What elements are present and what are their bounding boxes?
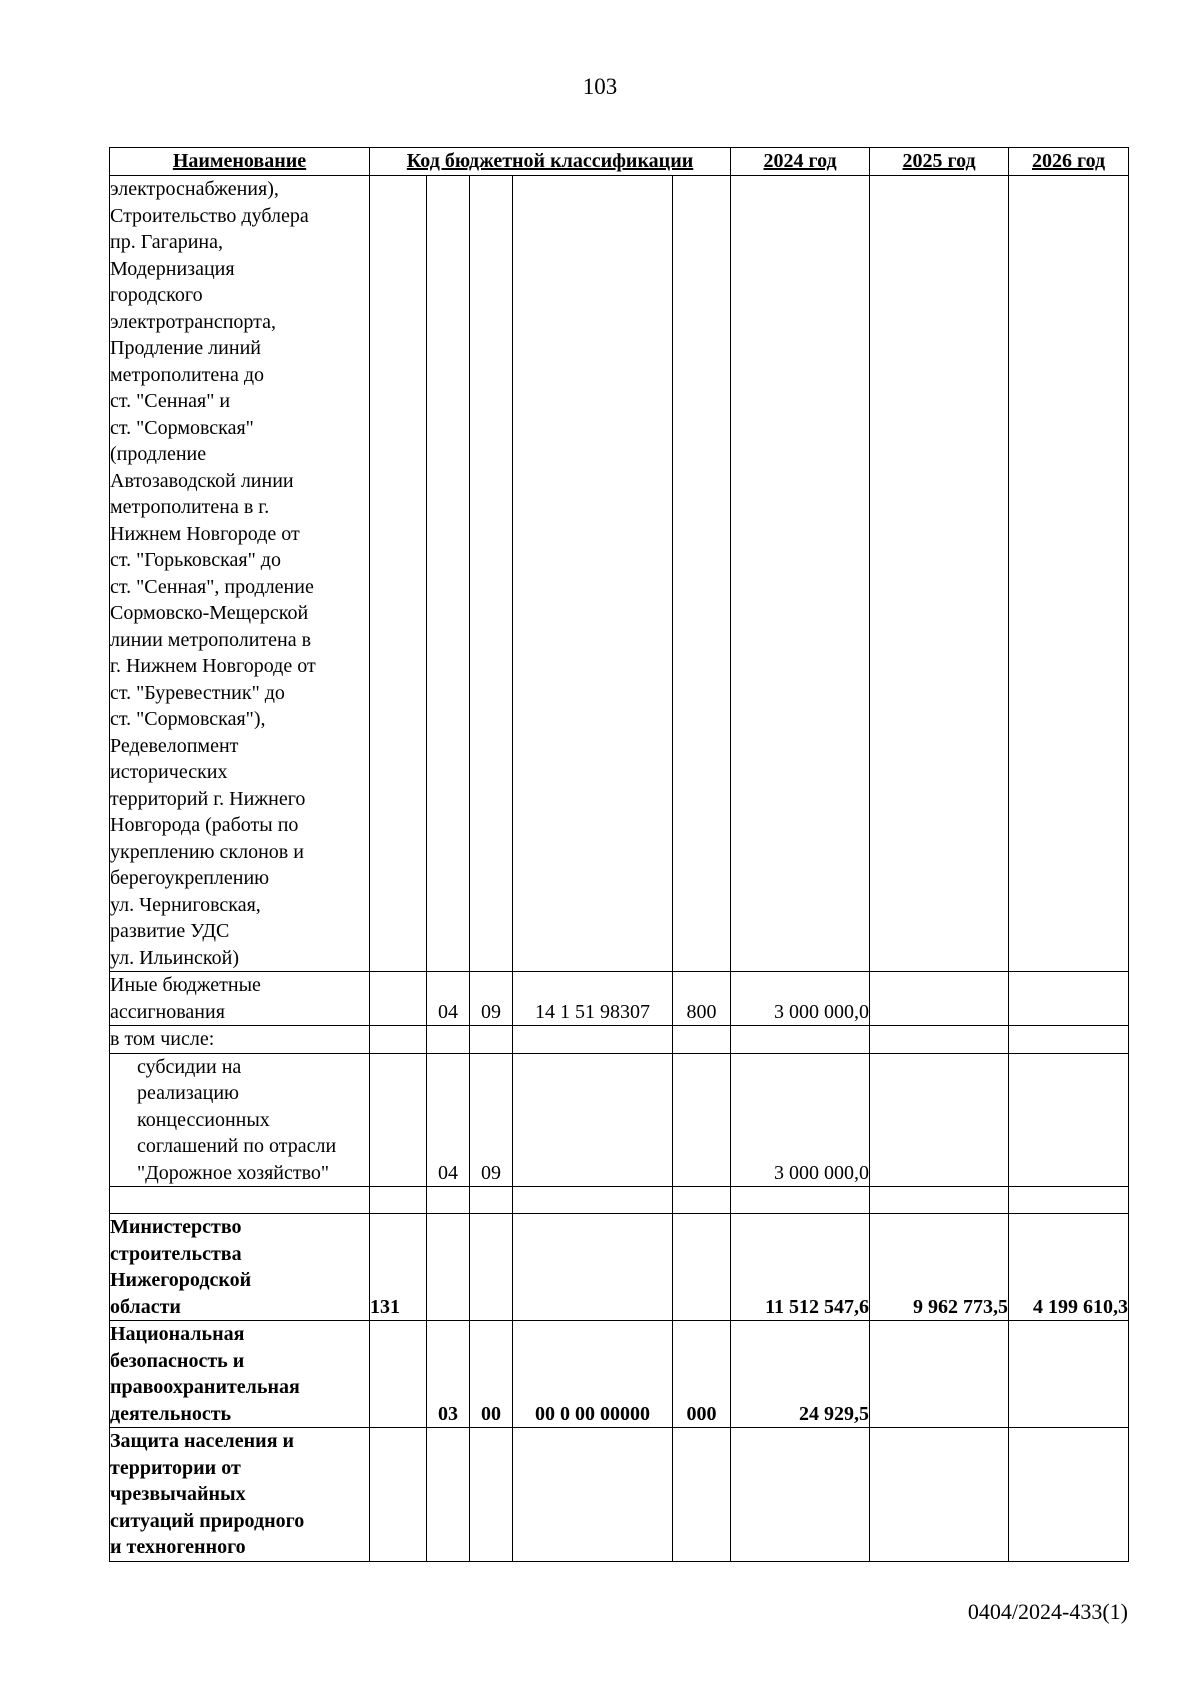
table-row	[110, 176, 1129, 972]
cell-expense	[673, 1428, 731, 1562]
cell-ministry	[370, 1187, 427, 1214]
cell-section	[427, 176, 470, 972]
cell-expense	[673, 176, 731, 972]
cell-2024: 24 929,5	[731, 1321, 870, 1428]
cell-subsection	[470, 1214, 513, 1321]
cell-subsection	[470, 1187, 513, 1214]
cell-ministry	[370, 1026, 427, 1054]
cell-expense	[673, 1214, 731, 1321]
cell-2025	[870, 1187, 1009, 1214]
cell-2024: 3 000 000,0	[731, 1053, 870, 1187]
row-name: в том числе:	[110, 1026, 370, 1054]
cell-2024	[731, 1187, 870, 1214]
row-name: Национальная безопасность и правоохранительная деятельность	[110, 1321, 370, 1428]
cell-2024	[731, 1026, 870, 1054]
cell-target	[513, 1026, 673, 1054]
cell-ministry	[370, 176, 427, 972]
budget-table	[109, 147, 1129, 1562]
cell-section	[427, 1428, 470, 1562]
header-2025: 2025 год	[870, 148, 1009, 176]
cell-expense	[673, 1053, 731, 1187]
table-row	[110, 972, 1129, 1026]
cell-2025	[870, 1053, 1009, 1187]
cell-2026	[1009, 1428, 1129, 1562]
header-name: Наименование	[110, 148, 370, 176]
cell-2026	[1009, 972, 1129, 1026]
cell-2025	[870, 1026, 1009, 1054]
cell-target	[513, 1428, 673, 1562]
table-row	[110, 1187, 1129, 1214]
cell-ministry	[370, 1321, 427, 1428]
cell-2026	[1009, 176, 1129, 972]
cell-target: 14 1 51 98307	[513, 972, 673, 1026]
cell-2024	[731, 176, 870, 972]
cell-section	[427, 1187, 470, 1214]
cell-subsection: 09	[470, 1053, 513, 1187]
table-row	[110, 1214, 1129, 1321]
cell-2026	[1009, 1053, 1129, 1187]
row-name: субсидии на реализацию концессионных соглашений по отрасли "Дорожное хозяйство"	[110, 1053, 370, 1187]
header-2024: 2024 год	[731, 148, 870, 176]
header-2026: 2026 год	[1009, 148, 1129, 176]
row-name: Защита населения и территории от чрезвычайных ситуаций природного и техногенного	[110, 1428, 370, 1562]
cell-2025	[870, 176, 1009, 972]
table-row	[110, 1428, 1129, 1562]
cell-expense	[673, 1187, 731, 1214]
cell-target	[513, 176, 673, 972]
cell-section: 04	[427, 1053, 470, 1187]
cell-2026: 4 199 610,3	[1009, 1214, 1129, 1321]
table-row	[110, 1026, 1129, 1054]
cell-subsection	[470, 1026, 513, 1054]
cell-subsection	[470, 1428, 513, 1562]
cell-target	[513, 1053, 673, 1187]
cell-subsection: 00	[470, 1321, 513, 1428]
cell-ministry	[370, 1053, 427, 1187]
table-row	[110, 1321, 1129, 1428]
row-name	[110, 1187, 370, 1214]
header-budget-code: Код бюджетной классификации	[370, 148, 731, 176]
document-code: 0404/2024-433(1)	[967, 1599, 1128, 1624]
cell-ministry: 131	[370, 1214, 427, 1321]
row-name: электроснабжения), Строительство дублера пр. Гагарина, Модернизация городского электротранспорта, Продление линий метрополитена до ст. "Сенная" и ст. "Сормовская" (продление Автозаводской линии метрополитена в г. Нижнем Новгороде от ст. "Горьковская" до ст. "Сенная", продление Сормовско-Мещерской линии метрополитена в г. Нижнем Новгороде от ст. "Буревестник" до ст. "Сормовская"), Редевелопмент исторических территорий г. Нижнего Новгорода (работы по укреплению склонов и берегоукреплению ул. Черниговская, развитие УДС ул. Ильинской)	[110, 176, 370, 972]
cell-subsection: 09	[470, 972, 513, 1026]
header-row	[110, 148, 1129, 176]
cell-target	[513, 1187, 673, 1214]
cell-target	[513, 1214, 673, 1321]
row-name: Иные бюджетные ассигнования	[110, 972, 370, 1026]
cell-target: 00 0 00 00000	[513, 1321, 673, 1428]
cell-section	[427, 1026, 470, 1054]
cell-2026	[1009, 1026, 1129, 1054]
cell-expense: 000	[673, 1321, 731, 1428]
cell-ministry	[370, 972, 427, 1026]
cell-expense	[673, 1026, 731, 1054]
cell-section	[427, 1214, 470, 1321]
cell-expense: 800	[673, 972, 731, 1026]
cell-ministry	[370, 1428, 427, 1562]
cell-section: 04	[427, 972, 470, 1026]
cell-2026	[1009, 1321, 1129, 1428]
cell-2025	[870, 1321, 1009, 1428]
cell-section: 03	[427, 1321, 470, 1428]
cell-2024: 11 512 547,6	[731, 1214, 870, 1321]
cell-2025	[870, 972, 1009, 1026]
row-name: Министерство строительства Нижегородской области	[110, 1214, 370, 1321]
cell-2025: 9 962 773,5	[870, 1214, 1009, 1321]
cell-2024: 3 000 000,0	[731, 972, 870, 1026]
cell-2025	[870, 1428, 1009, 1562]
cell-2026	[1009, 1187, 1129, 1214]
table-row	[110, 1053, 1129, 1187]
cell-subsection	[470, 176, 513, 972]
cell-2024	[731, 1428, 870, 1562]
page-number: 103	[582, 74, 618, 99]
